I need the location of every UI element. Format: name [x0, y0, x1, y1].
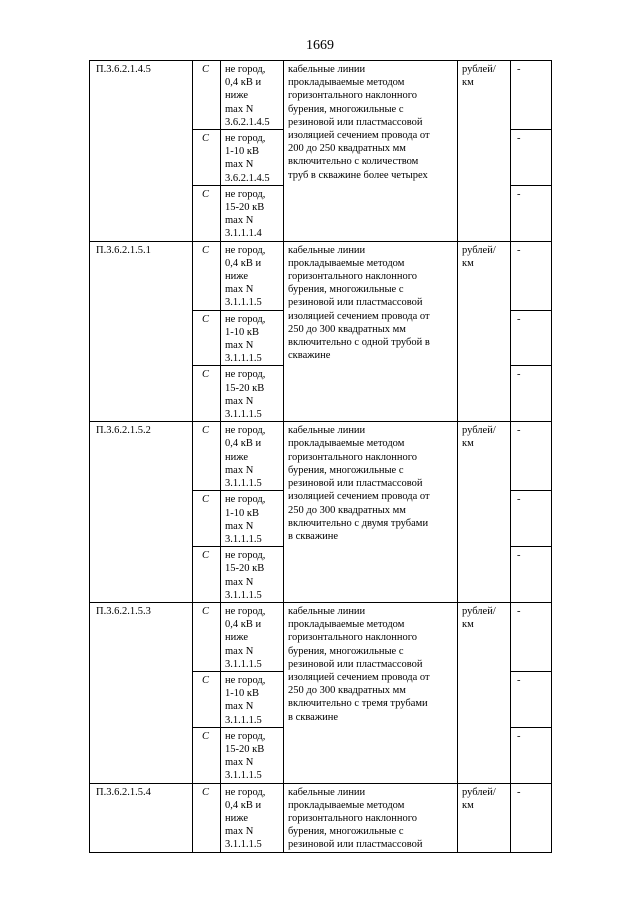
description-line: бурения, многожильные с [288, 645, 404, 657]
description-cell [284, 602, 458, 783]
condition-line: не город, [225, 313, 266, 325]
condition-line: не город, [225, 425, 266, 437]
unit-line: км [462, 438, 474, 450]
condition-line: 0,4 кВ и [225, 438, 262, 450]
table-row [90, 241, 552, 310]
condition-line: не город, [225, 494, 266, 506]
table-row [90, 783, 552, 852]
condition-line: 1-10 кВ [225, 507, 259, 519]
description-line: включительно с количеством [288, 156, 419, 168]
unit-line: км [462, 77, 474, 89]
condition-line: не город, [225, 369, 266, 381]
description-line: бурения, многожильные с [288, 284, 404, 296]
value-cell: - [511, 602, 552, 671]
description-line: бурения, многожильные с [288, 464, 404, 476]
condition-line: max N [225, 159, 254, 171]
description-line: горизонтального наклонного [288, 90, 418, 102]
condition-line: ниже [225, 812, 249, 824]
condition-line: 15-20 кВ [225, 202, 265, 214]
condition-line: не город, [225, 605, 266, 617]
condition-line: max N [225, 215, 254, 227]
condition-cell [221, 547, 284, 603]
description-line: в скважине [288, 530, 338, 542]
description-line: 250 до 300 квадратных мм [288, 504, 406, 516]
condition-cell [221, 310, 284, 366]
condition-line: 0,4 кВ и [225, 77, 262, 89]
condition-line: 3.1.1.1.5 [225, 353, 262, 365]
value-cell: - [511, 671, 552, 727]
description-line: горизонтального наклонного [288, 451, 418, 463]
condition-line: max N [225, 701, 254, 713]
value-cell: - [511, 366, 552, 422]
value-cell: - [511, 547, 552, 603]
category-cell: С [193, 241, 221, 310]
description-line: скважине [288, 350, 331, 362]
condition-line: 15-20 кВ [225, 743, 265, 755]
condition-line: 3.1.1.1.5 [225, 478, 262, 490]
category-cell: С [193, 422, 221, 491]
unit-line: рублей/ [462, 425, 496, 437]
description-line: изоляцией сечением провода от [288, 310, 430, 322]
description-line: прокладываемые методом [288, 799, 405, 811]
condition-line: не город, [225, 133, 266, 145]
condition-cell [221, 491, 284, 547]
condition-line: 15-20 кВ [225, 563, 265, 575]
condition-line: не город, [225, 786, 266, 798]
value-cell: - [511, 310, 552, 366]
condition-line: max N [225, 464, 254, 476]
description-line: прокладываемые методом [288, 257, 405, 269]
condition-line: max N [225, 103, 254, 115]
unit-line: км [462, 799, 474, 811]
unit-line: рублей/ [462, 605, 496, 617]
condition-line: 3.1.1.1.5 [225, 589, 262, 601]
value-cell: - [511, 422, 552, 491]
condition-line: 1-10 кВ [225, 146, 259, 158]
description-line: кабельные линии [288, 425, 366, 437]
condition-cell [221, 130, 284, 186]
category-cell: С [193, 783, 221, 852]
description-line: кабельные линии [288, 605, 366, 617]
unit-cell [458, 783, 511, 852]
condition-line: не город, [225, 730, 266, 742]
condition-line: 3.1.1.1.4 [225, 228, 262, 240]
description-line: кабельные линии [288, 64, 366, 75]
condition-cell [221, 422, 284, 491]
condition-line: max N [225, 284, 254, 296]
unit-line: км [462, 619, 474, 631]
description-line: 250 до 300 квадратных мм [288, 685, 406, 697]
condition-line: не город, [225, 244, 266, 256]
category-cell: С [193, 130, 221, 186]
condition-line: 3.1.1.1.5 [225, 770, 262, 782]
value-cell: - [511, 130, 552, 186]
condition-line: 1-10 кВ [225, 688, 259, 700]
condition-line: 3.1.1.1.5 [225, 714, 262, 726]
row-code: П.3.6.2.1.5.1 [90, 241, 193, 422]
condition-line: ниже [225, 271, 249, 283]
description-line: изоляцией сечением провода от [288, 491, 430, 503]
category-cell: С [193, 61, 221, 130]
description-line: резиновой или пластмассовой [288, 116, 423, 128]
value-cell: - [511, 241, 552, 310]
category-cell: С [193, 602, 221, 671]
condition-line: 0,4 кВ и [225, 257, 262, 269]
description-cell [284, 241, 458, 422]
table-body [90, 61, 552, 853]
condition-line: 3.1.1.1.5 [225, 533, 262, 545]
description-line: прокладываемые методом [288, 438, 405, 450]
row-code: П.3.6.2.1.5.3 [90, 602, 193, 783]
condition-line: 1-10 кВ [225, 326, 259, 338]
unit-cell [458, 241, 511, 422]
condition-line: ниже [225, 451, 249, 463]
description-line: изоляцией сечением провода от [288, 671, 430, 683]
category-cell: С [193, 491, 221, 547]
unit-cell [458, 61, 511, 242]
description-cell [284, 422, 458, 603]
condition-line: не город, [225, 64, 266, 75]
page-number: 1669 [306, 38, 334, 53]
description-line: включительно с одной трубой в [288, 337, 430, 349]
condition-line: max N [225, 576, 254, 588]
description-line: резиновой или пластмассовой [288, 297, 423, 309]
category-cell: С [193, 185, 221, 241]
value-cell: - [511, 727, 552, 783]
description-line: включительно с тремя трубами [288, 698, 428, 710]
condition-line: 3.1.1.1.5 [225, 409, 262, 421]
condition-line: 0,4 кВ и [225, 619, 262, 631]
condition-line: 3.6.2.1.4.5 [225, 116, 270, 128]
value-cell: - [511, 185, 552, 241]
table-row [90, 61, 552, 130]
value-cell: - [511, 783, 552, 852]
condition-cell [221, 366, 284, 422]
row-code: П.3.6.2.1.5.4 [90, 783, 193, 852]
condition-cell [221, 602, 284, 671]
condition-line: max N [225, 340, 254, 352]
description-line: в скважине [288, 711, 338, 723]
category-cell: С [193, 547, 221, 603]
description-line: прокладываемые методом [288, 77, 405, 89]
description-line: горизонтального наклонного [288, 632, 418, 644]
description-line: резиновой или пластмассовой [288, 478, 423, 490]
description-line: изоляцией сечением провода от [288, 130, 430, 142]
unit-line: рублей/ [462, 786, 496, 798]
condition-line: max N [225, 395, 254, 407]
condition-line: 15-20 кВ [225, 382, 265, 394]
unit-line: км [462, 257, 474, 269]
category-cell: С [193, 366, 221, 422]
condition-line: не город, [225, 188, 266, 200]
condition-line: не город, [225, 674, 266, 686]
tariff-table [89, 60, 552, 853]
description-line: 200 до 250 квадратных мм [288, 143, 406, 155]
description-cell [284, 783, 458, 852]
condition-cell [221, 671, 284, 727]
condition-cell [221, 783, 284, 852]
unit-line: рублей/ [462, 244, 496, 256]
condition-cell [221, 61, 284, 130]
row-code: П.3.6.2.1.4.5 [90, 61, 193, 242]
table-row [90, 422, 552, 491]
description-line: включительно с двумя трубами [288, 517, 429, 529]
condition-cell [221, 185, 284, 241]
description-line: 250 до 300 квадратных мм [288, 323, 406, 335]
unit-cell [458, 602, 511, 783]
description-line: бурения, многожильные с [288, 103, 404, 115]
unit-cell [458, 422, 511, 603]
condition-line: max N [225, 520, 254, 532]
table-row [90, 602, 552, 671]
condition-line: 3.6.2.1.4.5 [225, 172, 270, 184]
description-line: кабельные линии [288, 786, 366, 798]
description-line: горизонтального наклонного [288, 271, 418, 283]
description-line: кабельные линии [288, 244, 366, 256]
description-line: горизонтального наклонного [288, 812, 418, 824]
description-line: бурения, многожильные с [288, 826, 404, 838]
condition-line: max N [225, 826, 254, 838]
condition-line: не город, [225, 550, 266, 562]
condition-cell [221, 241, 284, 310]
row-code: П.3.6.2.1.5.2 [90, 422, 193, 603]
condition-line: 3.1.1.1.5 [225, 658, 262, 670]
condition-cell [221, 727, 284, 783]
condition-line: max N [225, 757, 254, 769]
description-line: прокладываемые методом [288, 619, 405, 631]
description-line: резиновой или пластмассовой [288, 839, 423, 851]
category-cell: С [193, 727, 221, 783]
condition-line: 0,4 кВ и [225, 799, 262, 811]
description-cell [284, 61, 458, 242]
category-cell: С [193, 310, 221, 366]
condition-line: max N [225, 645, 254, 657]
description-line: резиновой или пластмассовой [288, 658, 423, 670]
condition-line: ниже [225, 632, 249, 644]
value-cell: - [511, 491, 552, 547]
condition-line: ниже [225, 90, 249, 102]
value-cell: - [511, 61, 552, 130]
condition-line: 3.1.1.1.5 [225, 839, 262, 851]
condition-line: 3.1.1.1.5 [225, 297, 262, 309]
description-line: труб в скважине более четырех [288, 169, 428, 181]
category-cell: С [193, 671, 221, 727]
unit-line: рублей/ [462, 64, 496, 75]
